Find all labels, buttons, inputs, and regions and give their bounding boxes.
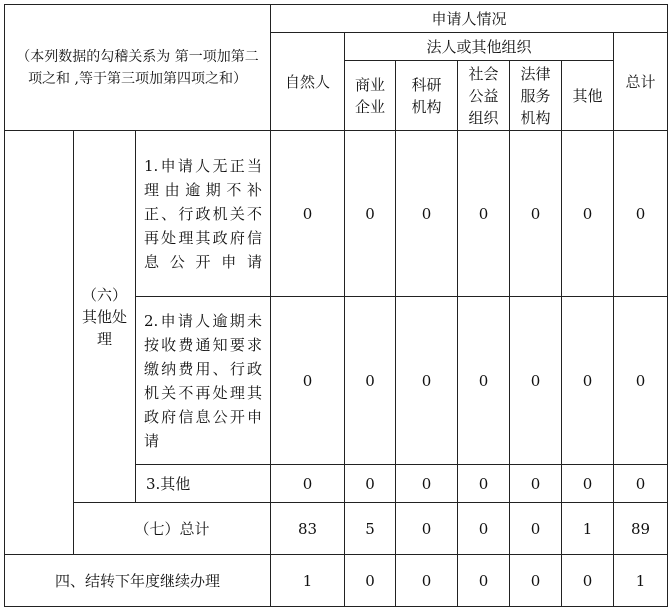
cell: 0 — [562, 297, 614, 465]
header-total: 总计 — [614, 33, 668, 131]
header-research: 科研机构 — [396, 61, 458, 131]
cell: 0 — [614, 465, 668, 503]
blank-cell — [5, 131, 74, 555]
table-row — [5, 503, 668, 555]
cell: 0 — [345, 297, 396, 465]
table-row — [5, 131, 668, 297]
cell: 0 — [458, 297, 510, 465]
header-applicant: 申请人情况 — [271, 5, 668, 33]
cell: 0 — [458, 555, 510, 607]
cell: 0 — [345, 555, 396, 607]
table-row — [5, 555, 668, 607]
cell: 0 — [562, 555, 614, 607]
cell: 0 — [510, 555, 562, 607]
cell: 0 — [510, 297, 562, 465]
cell: 0 — [510, 131, 562, 297]
row2-label: 2.申请人逾期未按收费通知要求缴纳费用、行政机关不再处理其政府信息公开申请 — [136, 297, 271, 465]
header-legal-service: 法律服务机构 — [510, 61, 562, 131]
section4-label: 四、结转下年度继续办理 — [5, 555, 271, 607]
statistics-table — [4, 4, 668, 607]
cell: 0 — [510, 465, 562, 503]
cell: 0 — [562, 465, 614, 503]
cell: 89 — [614, 503, 668, 555]
cell: 83 — [271, 503, 345, 555]
header-other: 其他 — [562, 61, 614, 131]
header-natural-person: 自然人 — [271, 33, 345, 131]
cell: 0 — [271, 465, 345, 503]
cell: 0 — [396, 503, 458, 555]
cell: 5 — [345, 503, 396, 555]
row1-label: 1.申请人无正当理由逾期不补正、行政机关不再处理其政府信息公开申请 — [136, 131, 271, 297]
cell: 0 — [458, 131, 510, 297]
cell: 1 — [562, 503, 614, 555]
header-note: （本列数据的勾稽关系为 第一项加第二项之和 ,等于第三项加第四项之和） — [5, 5, 271, 131]
cell: 0 — [614, 131, 668, 297]
cell: 0 — [345, 131, 396, 297]
header-social: 社会公益组织 — [458, 61, 510, 131]
cell: 0 — [510, 503, 562, 555]
cell: 0 — [271, 131, 345, 297]
header-legal-group: 法人或其他组织 — [345, 33, 614, 61]
cell: 0 — [396, 297, 458, 465]
cell: 0 — [271, 297, 345, 465]
cell: 0 — [396, 131, 458, 297]
cell: 0 — [614, 297, 668, 465]
cell: 0 — [458, 465, 510, 503]
section7-label: （七）总计 — [74, 503, 271, 555]
row3-label: 3.其他 — [136, 465, 271, 503]
cell: 0 — [458, 503, 510, 555]
cell: 0 — [562, 131, 614, 297]
cell: 0 — [396, 465, 458, 503]
header-business: 商业企业 — [345, 61, 396, 131]
cell: 0 — [345, 465, 396, 503]
cell: 0 — [396, 555, 458, 607]
section6-label: （六）其他处理 — [74, 131, 136, 503]
cell: 1 — [271, 555, 345, 607]
cell: 1 — [614, 555, 668, 607]
